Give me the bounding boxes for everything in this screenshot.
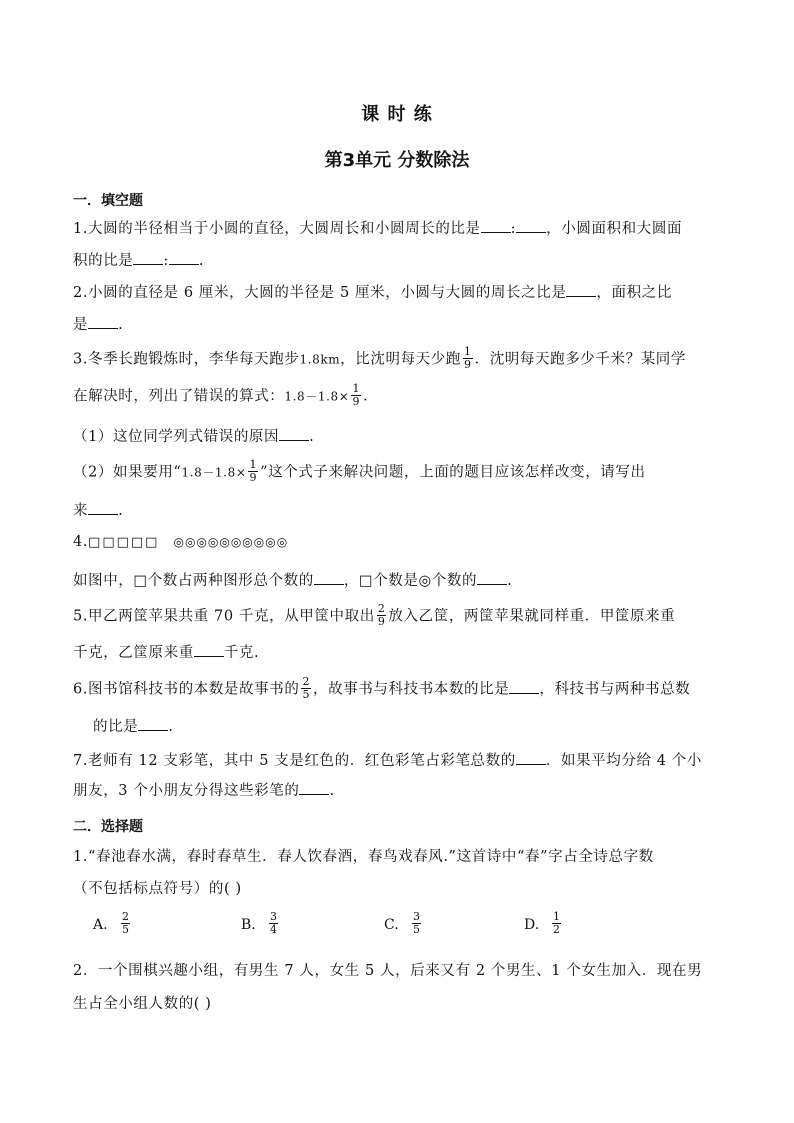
q4-line bbox=[73, 569, 733, 590]
fraction: $\frac{3}{5}$ bbox=[413, 910, 420, 936]
fraction: $\frac{1}{9}$ bbox=[352, 382, 361, 408]
q1-line2 bbox=[73, 249, 733, 270]
q4-text-c: . bbox=[507, 573, 513, 589]
fraction: $\frac{1}{2}$ bbox=[553, 910, 560, 936]
q3-distance: 1.8km bbox=[299, 352, 341, 367]
circle-shapes: ◎◎◎◎◎◎◎◎◎◎ bbox=[173, 535, 289, 549]
q6-text-e: . bbox=[168, 719, 174, 735]
fraction: $\frac{3}{4}$ bbox=[270, 910, 277, 936]
answer-blank[interactable] bbox=[477, 570, 507, 585]
fraction: $\frac{1}{9}$ bbox=[463, 345, 472, 371]
q1-colon: : bbox=[163, 253, 169, 269]
answer-blank[interactable] bbox=[516, 218, 546, 233]
answer-blank[interactable] bbox=[299, 780, 329, 795]
q3-text-a: 3.冬季长跑锻炼时，李华每天跑步 bbox=[73, 351, 300, 368]
c1-text-a: 1.“春池春水满，春时春草生．春人饮春酒，春鸟戏春风.”这首诗中“春”字占全诗总字数 bbox=[73, 849, 654, 865]
q3-expression: 1.8－1.8× bbox=[181, 465, 247, 480]
q6-line2 bbox=[93, 715, 753, 736]
q7-line2 bbox=[73, 779, 733, 800]
section-fill-heading: 一．填空题 bbox=[73, 193, 143, 209]
q1-colon: : bbox=[510, 221, 517, 237]
q3-sub1-text: （1）这位同学列式错误的原因 bbox=[73, 429, 280, 445]
q7-text-b: ．如果平均分给 4 个小 bbox=[545, 753, 703, 769]
q5-text-d: 千克. bbox=[223, 645, 260, 661]
q2-text-a: 2.小圆的直径是 6 厘米，大圆的半径是 5 厘米，小圆与大圆的周长之比是 bbox=[73, 285, 567, 301]
q1-text-c: 积的比是 bbox=[73, 253, 134, 269]
q4-text-a: 如图中，□个数占两种图形总个数的 bbox=[73, 573, 314, 589]
fraction: $\frac{2}{9}$ bbox=[377, 602, 386, 628]
q3-line1 bbox=[73, 347, 733, 372]
answer-blank[interactable] bbox=[516, 750, 546, 765]
q1-text-d: . bbox=[198, 253, 205, 269]
q1-text-b: ，小圆面积和大圆面 bbox=[546, 221, 683, 237]
option-b[interactable] bbox=[241, 912, 280, 937]
answer-blank[interactable] bbox=[509, 679, 539, 694]
square-shapes: □□□□□ bbox=[88, 535, 160, 550]
q5-text-c: 千克，乙筐原来重 bbox=[73, 645, 194, 661]
q5-line1 bbox=[73, 604, 733, 629]
q5-line2 bbox=[73, 641, 733, 662]
q3-text-b: ，比沈明每天少跑 bbox=[340, 351, 461, 368]
option-label: A. bbox=[93, 916, 108, 933]
q3-sub1 bbox=[73, 425, 733, 446]
c1-text-b: （不包括标点符号）的( ) bbox=[73, 881, 242, 897]
answer-blank[interactable] bbox=[133, 250, 163, 265]
answer-blank[interactable] bbox=[138, 716, 168, 731]
q4-number: 4. bbox=[73, 534, 89, 550]
q5-text-a: 5.甲乙两筐苹果共重 70 千克，从甲筐中取出 bbox=[73, 608, 375, 625]
c1-line2 bbox=[73, 877, 733, 898]
option-label: D. bbox=[524, 916, 540, 933]
answer-blank[interactable] bbox=[481, 218, 511, 233]
option-a[interactable] bbox=[93, 912, 132, 937]
q2-line1 bbox=[73, 281, 733, 302]
fraction: $\frac{2}{5}$ bbox=[122, 910, 129, 936]
q2-text-b: ，面积之比 bbox=[596, 285, 672, 301]
fraction: $\frac{2}{5}$ bbox=[302, 675, 311, 701]
q7-text-d: . bbox=[329, 783, 335, 799]
answer-blank[interactable] bbox=[279, 426, 309, 441]
q3-sub1-end: . bbox=[309, 429, 315, 445]
q3-sub2-line2 bbox=[73, 499, 733, 520]
q3-text-d: 在解决时，列出了错误的算式： bbox=[73, 388, 285, 405]
option-d[interactable] bbox=[524, 912, 563, 937]
page-title: 课 时 练 bbox=[361, 104, 433, 125]
q2-line2 bbox=[73, 313, 733, 334]
q7-text-c: 朋友，3 个小朋友分得这些彩笔的 bbox=[73, 783, 300, 799]
c1-line1 bbox=[73, 845, 733, 866]
option-label: C. bbox=[384, 916, 399, 933]
c2-text-a: 2．一个围棋兴趣小组，有男生 7 人，女生 5 人，后来又有 2 个男生、1 个女生加入．现在男 bbox=[73, 963, 703, 979]
q3-sub2-end: . bbox=[118, 503, 124, 519]
q2-text-c: 是 bbox=[73, 317, 89, 333]
c2-line1 bbox=[73, 959, 733, 980]
q3-text-e: . bbox=[363, 388, 369, 405]
section-choice-heading: 二．选择题 bbox=[73, 819, 143, 835]
q6-text-c: ，科技书与两种书总数 bbox=[539, 681, 691, 698]
answer-blank[interactable] bbox=[88, 500, 118, 515]
q3-sub2 bbox=[73, 460, 733, 485]
q4-text-b: ，□个数是◎个数的 bbox=[343, 573, 478, 589]
q7-line1 bbox=[73, 749, 733, 770]
answer-blank[interactable] bbox=[566, 282, 596, 297]
q7-text-a: 7.老师有 12 支彩笔，其中 5 支是红色的．红色彩笔占彩笔总数的 bbox=[73, 753, 516, 769]
q6-text-b: ，故事书与科技书本数的比是 bbox=[313, 681, 510, 698]
option-c[interactable] bbox=[384, 912, 423, 937]
q1-line1 bbox=[73, 217, 733, 238]
q5-text-b: 放入乙筐，两筐苹果就同样重．甲筐原来重 bbox=[388, 608, 676, 625]
q3-sub2-text-c: 来 bbox=[73, 503, 89, 519]
q4-figure bbox=[73, 534, 733, 550]
fraction: $\frac{1}{9}$ bbox=[249, 458, 258, 484]
c2-line2 bbox=[73, 992, 733, 1013]
unit-subtitle: 第3单元 分数除法 bbox=[324, 150, 470, 171]
answer-blank[interactable] bbox=[88, 314, 118, 329]
q3-sub2-text-b: ”这个式子来解决问题，上面的题目应该怎样改变，请写出 bbox=[260, 464, 646, 481]
answer-blank[interactable] bbox=[194, 642, 224, 657]
option-label: B. bbox=[241, 916, 256, 933]
q2-text-d: . bbox=[118, 317, 124, 333]
q6-text-d: 的比是 bbox=[93, 719, 139, 735]
q6-text-a: 6.图书馆科技书的本数是故事书的 bbox=[73, 681, 300, 698]
q3-expression: 1.8－1.8× bbox=[284, 389, 350, 404]
q3-text-c: ．沈明每天跑多少千米？某同学 bbox=[474, 351, 686, 368]
c2-text-b: 生占全小组人数的( ) bbox=[73, 996, 212, 1012]
answer-blank[interactable] bbox=[314, 570, 344, 585]
q1-text-a: 1.大圆的半径相当于小圆的直径，大圆周长和小圆周长的比是 bbox=[73, 221, 481, 237]
q6-line1 bbox=[73, 677, 733, 702]
q3-sub2-text-a: （2）如果要用“ bbox=[73, 464, 182, 481]
q3-line2 bbox=[73, 384, 733, 409]
answer-blank[interactable] bbox=[169, 250, 199, 265]
